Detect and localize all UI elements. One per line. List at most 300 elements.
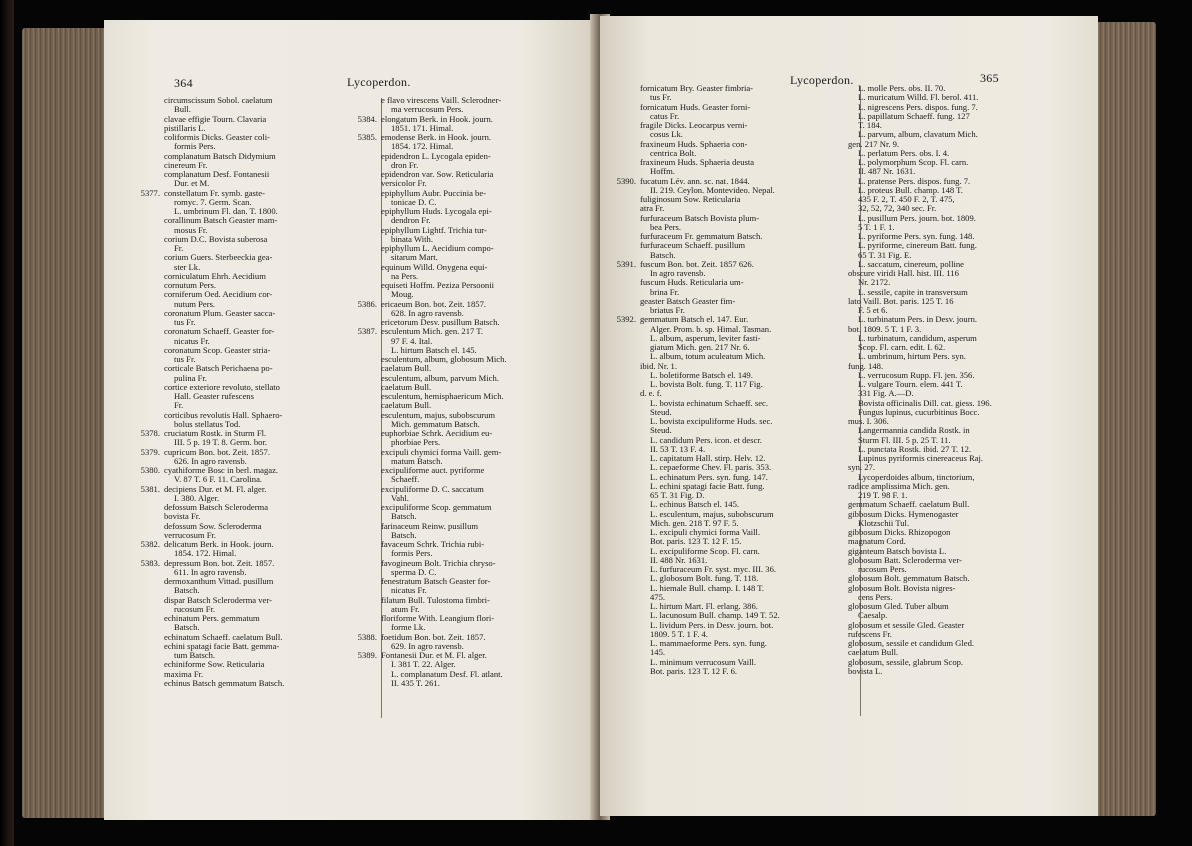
entry-text: echinatum Schaeff. caelatum Bull. [164,631,283,642]
entry-text: atra Fr. [640,203,665,214]
entry-text: maxima Fr. [164,668,204,679]
entry-text: 628. In agro ravensb. [391,307,464,318]
entry-text: sitarum Mart. [391,252,438,263]
entry-text: atum Fr. [391,603,420,614]
entry-text: caelatum Bull. [381,381,432,392]
entry-text: Moug. [391,289,414,300]
entry-text: L. hiemale Bull. champ. I. 148 T. [650,582,765,593]
entry-text: bolus stellatus Tod. [174,418,241,429]
entry-text: L. umbrinum, hirtum Pers. syn. [858,351,966,362]
entry-line [848,454,1088,463]
entry-text: 629. In agro ravensb. [391,640,464,651]
text-column [616,83,860,676]
entry-text: Fungus lupinus, cucurbitinus Bocc. [858,406,980,417]
entry-text: L. turbinatum Pers. in Desv. journ. [858,314,978,325]
entry-line [164,392,376,401]
entry-text: equiseti Hoffm. Peziza Persoonii [381,280,494,290]
entry-number: 5384. [357,113,377,124]
entry-text: catus Fr. [650,110,680,121]
entry-text: centrica Bolt. [650,147,697,158]
entry-text: rucosum Pers. [858,564,907,574]
entry-text: phorbiae Pers. [391,437,441,448]
entry-text: globosum Gled. Tuber album [848,601,949,611]
entry-number: 5389. [357,650,377,660]
entry-text: L. turbinatum, candidum, asperum [858,332,977,343]
entry-text: defossum Sow. Scleroderma [164,520,262,531]
entry-text: Dur. et M. [174,178,210,189]
entry-text: L. furfuraceum Fr. syst. myc. III. 36. [650,564,777,574]
entry-text: L. album, totum aculeatum Mich. [650,351,766,362]
entry-text: L. minimum verrucosum Vaill. [650,656,757,667]
entry-line [848,352,1088,361]
entry-text: esculentum Mich. gen. 217 T. [381,326,484,337]
entry-number: 5392. [616,314,636,325]
entry-number: 5390. [616,175,636,186]
entry-text: fung. 148. [848,360,884,371]
entry-text: versicolor Fr. [381,178,427,189]
entry-text: fuscum Bon. bot. Zeit. 1857 626. [640,258,754,269]
entry-text: syn. 27. [848,462,875,473]
entry-text: Fontanesii Dur. et M. Fl. alger. [381,650,487,660]
entry-text: L. polymorphum Scop. Fl. carn. [858,157,969,167]
entry-text: fucatum Lév. ann. sc. nat. 1844. [640,175,750,186]
entry-text: 1854. 172. Himal. [174,548,237,559]
page-number: 364 [174,76,193,90]
entry-line [640,84,860,93]
entry-text: d. e. f. [640,388,662,399]
entry-text: cornutum Pers. [164,280,217,290]
entry-text: L. excipuli chymici forma Vaill. [650,527,761,537]
entry-text: romyc. 7. Germ. Scan. [174,196,252,207]
entry-text: rucosum Fr. [174,603,216,614]
entry-text: filatum Bull. Tulostoma fimbri- [381,594,490,605]
entry-text: Mich. gemmatum Batsch. [391,418,480,429]
entry-number: 5381. [140,483,160,494]
entry-text: Nr. 2172. [858,277,891,288]
entry-text: L. nigrescens Pers. dispos. fung. 7. [858,101,978,112]
entry-text: furfuraceum Batsch Bovista plum- [640,212,760,223]
entry-text: gemmatum Batsch el. 147. Eur. [640,314,749,325]
entry-line [164,96,376,105]
entry-text: furfuraceum Schaeff. pusillum [640,240,746,251]
entry-text: Bot. paris. 123 T. 12 F. 15. [650,536,742,547]
entry-text: nicatus Fr. [391,585,427,596]
entry-text: esculentum, album, globosum Mich. [381,354,507,364]
entry-text: 435 F. 2, T. 450 F. 2, T. 475, [858,194,955,204]
entry-text: I. 381 T. 22. Alger. [391,659,456,670]
entry-line [640,639,860,648]
entry-text: L. sessile, capite in transversum [858,286,968,297]
entry-text: Lycoperdoides album, tinctorium, [858,471,975,482]
entry-text: globosum Bolt. gemmatum Batsch. [848,573,970,584]
entry-text: L. candidum Pers. icon. et descr. [650,434,762,445]
entry-line [381,485,589,494]
entry-text: fornicatum Bry. Geaster fimbria- [640,83,754,93]
entry-text: ericetorum Desv. pusillum Batsch. [381,317,500,327]
entry-text: Hoffm. [650,166,675,177]
entry-text: 32, 52, 72, 340 sec. Fr. [858,203,937,214]
entry-text: L. echini spatagi facie Batt. fung. [650,480,765,491]
entry-text: L. mammaeforme Pers. syn. fung. [650,638,767,648]
entry-text: geaster Batsch Geaster fim- [640,295,736,306]
entry-text: tus Fr. [174,354,196,364]
entry-text: bot. 1809. 5 T. 1 F. 3. [848,323,922,334]
entry-text: esculentum, hemisphaericum Mich. [381,391,504,401]
entry-text: binata With. [391,233,433,244]
entry-number: 5379. [140,446,160,457]
entry-text: floriforme With. Leangium flori- [381,613,495,623]
right-page [600,16,1098,816]
entry-number: 5385. [357,132,377,142]
running-head: Lycoperdon. [790,73,854,87]
entry-line [164,679,376,688]
entry-text: pulina Fr. [174,372,207,383]
entry-text: L. lividum Pers. in Desv. journ. bot. [650,619,774,630]
entry-text: L. globosum Bolt. fung. T. 118. [650,573,759,584]
entry-text: elongatum Berk. in Hook. journ. [381,113,493,124]
entry-text: ster Lk. [174,261,201,272]
entry-text: 611. In agro ravensb. [174,566,247,577]
entry-line [381,679,589,688]
entry-line [640,584,860,593]
entry-text: excipuliforme D. C. saccatum [381,483,484,494]
entry-text: 626. In agro ravensb. [174,455,247,466]
entry-text: gibbosum Dicks. Hymenogaster [848,508,959,519]
entry-text: cinereum Fr. [164,159,208,170]
entry-text: e flavo virescens Vaill. Sclerodner- [381,95,502,105]
entry-text: gen. 217 Nr. 9. [848,138,900,149]
entry-text: delicatum Berk. in Hook. journ. [164,539,274,549]
entry-text: II. 435 T. 261. [391,677,440,688]
entry-text: coronatum Schaeff. Geaster for- [164,326,275,337]
entry-text: L. excipuliforme Scop. Fl. carn. [650,545,760,556]
entry-text: giatum Mich. gen. 217 Nr. 6. [650,342,750,352]
entry-text: Fr. [174,400,184,411]
running-head: Lycoperdon. [347,75,411,89]
entry-text: I. 380. Alger. [174,492,220,503]
entry-text: gibbosum Dicks. Rhizopogon [848,527,951,537]
entry-text: L. umbrinum Fl. dan. T. 1800. [174,206,278,216]
entry-text: L. pyriforme Pers. syn. fung. 148. [858,231,975,241]
entry-text: Lupinus pyriformis cinereaceus Raj. [858,453,984,463]
entry-text: Bovista officinalis Dill. cat. giess. 196. [858,397,992,408]
entry-text: tus Fr. [174,317,196,327]
entry-text: ibid. Nr. 1. [640,360,678,371]
entry-text: T. 184. [858,120,882,130]
entry-text: ma verrucosum Pers. [391,104,464,115]
entry-text: L. hirtum Mart. Fl. erlang. 386. [650,601,758,611]
entry-number: 5383. [140,557,160,568]
entry-line [164,235,376,244]
entry-text: defossum Batsch Scleroderma [164,502,269,512]
entry-text: formis Pers. [174,141,216,152]
entry-text: bovista L. [848,665,883,676]
entry-text: dispar Batsch Scleroderma ver- [164,594,272,605]
entry-text: tum Batsch. [174,650,216,660]
entry-text: III. 5 p. 19 T. 8. Germ. bor. [174,437,268,448]
entry-line [640,195,860,204]
entry-text: Batsch. [391,511,417,522]
entry-text: 145. [650,647,666,658]
entry-text: 5 T. 1 F. 1. [858,221,895,232]
entry-line [164,346,376,355]
entry-text: Scop. Fl. carn. edit. I. 62. [858,342,946,352]
entry-text: 1851. 171. Himal. [391,122,454,133]
entry-text: pistillaris L. [164,122,206,133]
entry-text: L. punctata Rostk. ibid. 27 T. 12. [858,443,972,454]
entry-text: L. boletiforme Batsch el. 149. [650,369,753,380]
entry-text: corallinum Batsch Geaster mam- [164,215,278,226]
entry-text: L. proteus Bull. champ. 148 T. [858,184,963,195]
entry-text: L. hirtum Batsch el. 145. [391,344,477,355]
entry-text: Batsch. [391,529,417,540]
entry-text: Batsch. [174,585,200,596]
entry-text: obscure viridi Hall. hist. III. 116 [848,268,959,278]
page-edges-left [22,28,106,818]
entry-text: II. 488 Nr. 1631. [650,554,708,565]
entry-text: epidendron L. Lycogala epiden- [381,150,491,161]
entry-number: 5388. [357,631,377,642]
entry-text: Klotzschii Tul. [858,517,910,528]
entry-text: Vahl. [391,492,409,503]
text-column [140,95,376,688]
entry-text: mus. I. 306. [848,416,889,426]
entry-text: coliformis Dicks. Geaster coli- [164,132,270,142]
entry-text: dron Fr. [391,159,419,170]
book-shadow-left [0,0,14,846]
entry-text: echinus Batsch gemmatum Batsch. [164,677,285,688]
entry-text: ericaeum Bon. bot. Zeit. 1857. [381,298,487,309]
entry-text: L. bovista excipuliforme Huds. sec. [650,416,773,426]
entry-text: echini spatagi facie Batt. gemma- [164,640,280,651]
entry-text: L. verrucosum Rupp. Fl. jen. 356. [858,369,975,380]
entry-line [848,112,1088,121]
entry-text: epiphyllum Lightf. Trichia tur- [381,224,487,235]
entry-text: excipuliforme auct. pyriforme [381,465,485,475]
entry-text: Fr. [174,243,184,253]
entry-text: fraxineum Huds. Sphaeria deusta [640,157,755,167]
entry-text: L. pratense Pers. dispos. fung. 7. [858,175,971,186]
entry-number: 5380. [140,465,160,475]
entry-text: Langermannia candida Rostk. in [858,425,970,436]
entry-text: 331 Fig. A.—D. [858,388,914,399]
entry-number: 5391. [616,258,636,269]
entry-line [640,380,860,389]
entry-text: globosum, sessile, glabrum Scop. [848,656,964,667]
entry-text: echiniforme Sow. Reticularia [164,659,265,670]
entry-text: dendron Fr. [391,215,431,226]
entry-text: Schaeff. [391,474,420,485]
entry-text: globosum, sessile et candidum Gled. [848,638,975,648]
entry-text: nicatus Fr. [174,335,210,346]
entry-text: excipuliforme Scop. gemmatum [381,502,492,512]
entry-text: cyathiforme Bosc in berl. magaz. [164,465,279,475]
entry-text: foetidum Bon. bot. Zeit. 1857. [381,631,486,642]
entry-text: L. muricatum Willd. Fl. berol. 411. [858,92,979,103]
entry-text: 475. [650,591,666,602]
text-column [357,95,589,688]
entry-line [640,667,860,676]
entry-text: complanatum Desf. Fontanesii [164,169,270,179]
entry-text: Sturm Fl. III. 5 p. 25 T. 11. [858,434,951,445]
entry-text: 219 T. 98 F. 1. [858,490,908,500]
entry-text: L. saccatum, cinereum, polline [858,258,964,269]
entry-text: Steud. [650,406,672,417]
entry-text: giganteum Batsch bovista L. [848,545,947,556]
entry-number: 5387. [357,326,377,337]
entry-text: clavae effigie Tourn. Clavaria [164,113,267,124]
entry-text: coronatum Plum. Geaster sacca- [164,307,276,318]
entry-text: caelatum Bull. [381,400,432,411]
entry-text: L. vulgare Tourn. elem. 441 T. [858,379,963,389]
page-edges-right [1092,22,1156,816]
entry-text: cruciatum Rostk. in Sturm Fl. [164,428,267,438]
entry-text: favaceum Schrk. Trichia rubi- [381,539,485,549]
entry-text: corium Guers. Sterbeeckia gea- [164,252,273,263]
entry-text: caelatum Bull. [848,647,899,658]
entry-text: L. molle Pers. obs. II. 70. [858,83,946,93]
entry-text: 65 T. 31 Fig. D. [650,490,705,500]
entry-text: euphorbiae Schrk. Aecidium eu- [381,428,493,438]
entry-text: L. cepaeforme Chev. Fl. paris. 353. [650,462,772,473]
entry-text: 65 T. 31 Fig. E. [858,249,912,260]
entry-text: II. 219. Ceylon. Montevideo. Nepal. [650,184,775,195]
entry-text: L. echinus Batsch el. 145. [650,499,740,510]
entry-text: Bull. [174,104,191,115]
entry-text: Batsch. [174,622,200,633]
entry-text: esculentum, majus, subobscurum [381,409,496,420]
entry-text: coronatum Scop. Geaster stria- [164,344,271,355]
entry-text: fuliginosum Sow. Reticularia [640,194,741,204]
entry-text: complanatum Batsch Didymium [164,150,276,161]
entry-text: excipuli chymici forma Vaill. gem- [381,446,502,457]
entry-text: sperma D. C. [391,566,437,577]
entry-text: farinaceum Reinw. pusillum [381,520,479,531]
entry-text: circumscissum Sobol. caelatum [164,95,273,105]
entry-text: depressum Bon. bot. Zeit. 1857. [164,557,275,568]
entry-text: L. album, asperum, leviter fasti- [650,332,761,343]
entry-text: formis Pers. [391,548,433,559]
entry-text: constellatum Fr. symb. gaste- [164,187,265,198]
entry-text: cosus Lk. [650,129,683,140]
entry-text: bovista Fr. [164,511,201,522]
entry-text: magnatum Cord. [848,536,906,547]
entry-text: Batsch. [650,249,676,260]
entry-text: L. parvum, album, clavatum Mich. [858,129,978,140]
entry-line [848,667,1088,676]
entry-text: globosum Bolt. Bovista nigres- [848,582,956,593]
page-number: 365 [980,71,999,85]
entry-text: rufescens Fr. [848,628,892,639]
entry-text: II. 487 Nr. 1631. [858,166,916,177]
entry-text: bea Pers. [650,221,682,232]
entry-text: 97 F. 4. Ital. [391,335,433,346]
entry-text: cens Pers. [858,591,893,602]
entry-text: F. 5 et 6. [858,305,888,315]
entry-text: epiphyllum Aubr. Puccinia be- [381,187,487,198]
entry-text: cupricum Bon. bot. Zeit. 1857. [164,446,270,457]
entry-text: corniferum Oed. Aecidium cor- [164,289,273,300]
entry-text: cortice exteriore revoluto, stellato [164,381,280,392]
entry-text: fornicatum Huds. Geaster forni- [640,101,751,112]
entry-text: gemmatum Schaeff. caelatum Bull. [848,499,970,510]
entry-text: equinum Willd. Onygena equi- [381,261,488,272]
entry-text: globosum et sessile Gled. Geaster [848,619,965,630]
entry-text: Mich. gen. 218 T. 97 F. 5. [650,517,739,528]
text-column [848,84,1088,676]
entry-text: L. echinatum Pers. syn. fung. 147. [650,471,768,482]
entry-text: L. esculentum, majus, subobscurum [650,508,774,519]
entry-text: epidendron var. Sow. Reticularia [381,169,494,179]
entry-line [640,417,860,426]
entry-text: brina Fr. [650,286,680,297]
entry-text: matum Batsch. [391,455,443,466]
entry-text: L. bovista Bolt. fung. T. 117 Fig. [650,379,763,389]
entry-line [848,658,1088,667]
entry-text: L. complanatum Desf. Fl. atlant. [391,668,503,679]
entry-text: mosus Fr. [174,224,208,235]
entry-text: epiphyllum L. Aecidium compo- [381,243,494,253]
entry-text: verrucosum Fr. [164,529,217,540]
entry-text: esculentum, album, parvum Mich. [381,372,499,383]
entry-text: epiphyllum Huds. Lycogala epi- [381,206,492,216]
entry-text: II. 53 T. 13 F. 4. [650,443,706,454]
entry-text: dermoxanthum Vittad. pusillum [164,576,274,586]
entry-text: L. lacunosum Bull. champ. 149 T. 52. [650,610,780,621]
entry-line [164,309,376,318]
entry-text: forme Lk. [391,622,426,633]
left-page [104,20,596,820]
entry-text: tus Fr. [650,92,672,103]
entry-text: echinatum Pers. gemmatum [164,613,260,623]
entry-text: L. papillatum Schaeff. fung. 127 [858,110,970,121]
entry-text: fenestratum Batsch Geaster for- [381,576,491,586]
entry-text: fuscum Huds. Reticularia um- [640,277,744,288]
entry-number: 5378. [140,428,160,438]
entry-text: emodense Berk. in Hook. journ. [381,132,492,142]
entry-text: fraxineum Huds. Sphaeria con- [640,138,748,149]
entry-text: decipiens Dur. et M. Fl. alger. [164,483,267,494]
entry-text: tonicae D. C. [391,196,437,207]
entry-text: 1809. 5 T. 1 F. 4. [650,628,708,639]
entry-text: 1854. 172. Himal. [391,141,454,152]
entry-text: na Pers. [391,270,419,281]
entry-text: lato Vaill. Bot. paris. 125 T. 16 [848,295,954,306]
entry-text: Hall. Geaster rufescens [174,391,254,401]
entry-text: globosum Batt. Scleroderma ver- [848,554,962,565]
entry-line [640,399,860,408]
entry-text: nutum Pers. [174,298,216,309]
entry-text: L. bovista echinatum Schaeff. sec. [650,397,768,408]
entry-text: corniculatum Ehrh. Aecidium [164,270,266,281]
entry-text: radice amplissima Mich. gen. [848,480,950,491]
entry-text: V. 87 T. 6 F. 11. Carolina. [174,474,263,485]
entry-text: corium D.C. Bovista suberosa [164,233,268,244]
entry-text: L. pusillum Pers. journ. bot. 1809. [858,212,976,223]
entry-text: corticale Batsch Perichaena po- [164,363,273,374]
entry-text: favogineum Bolt. Trichia chryso- [381,557,496,568]
entry-number: 5382. [140,539,160,549]
entry-text: corticibus revolutis Hall. Sphaero- [164,409,283,420]
entry-text: L. pyriforme, cinereum Batt. fung. [858,240,977,251]
entry-number: 5386. [357,298,377,309]
entry-text: Bot. paris. 123 T. 12 F. 6. [650,665,738,676]
entry-text: caelatum Bull. [381,363,432,374]
entry-text: In agro ravensb. [650,268,706,278]
entry-text: fragile Dicks. Leocarpus verni- [640,120,748,130]
entry-text: Alger. Prom. b. sp. Himal. Tasman. [650,323,772,334]
entry-text: L. capitatum Hall. stirp. Helv. 12. [650,453,766,463]
